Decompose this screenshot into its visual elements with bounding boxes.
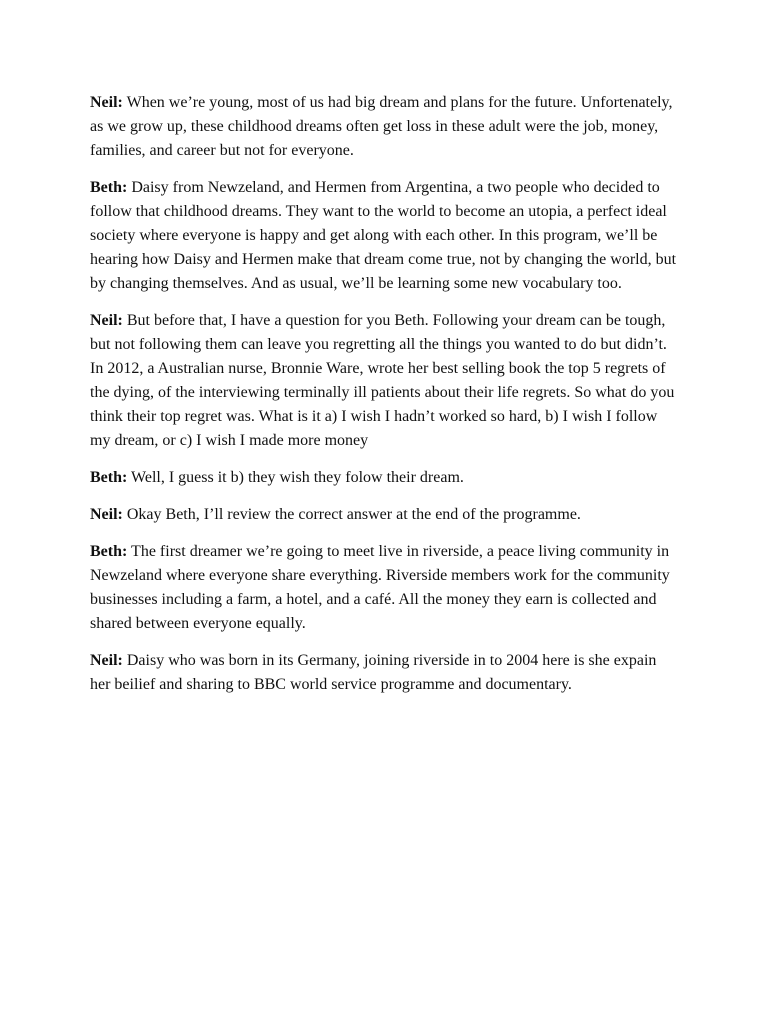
paragraph-text: Daisy from Newzeland, and Hermen from Argentina, a two people who decided to follow that childhood dreams. They want to the world to become an utopia, a perfect ideal society where everyone is happy and get along with each other. In this program, we’ll be hearing how Daisy and Hermen make that dream come true, not by changing the world, but by changing themselves. And as usual, we’ll be learning some new vocabulary too. — [90, 179, 677, 292]
paragraph-text: The first dreamer we’re going to meet live in riverside, a peace living community in Newzeland where everyone share everything. Riverside members work for the community businesses including a farm, a hotel, and a café. All the money they earn is collected and shared between everyone equally. — [90, 543, 670, 632]
transcript-paragraph-2 — [90, 176, 680, 296]
speaker-label: Neil: — [90, 652, 123, 669]
document-page — [90, 91, 680, 710]
paragraph-text: Okay Beth, I’ll review the correct answer at the end of the programme. — [122, 506, 581, 523]
speaker-label: Beth: — [90, 543, 128, 560]
transcript-paragraph-3 — [90, 309, 680, 453]
transcript-paragraph-5 — [90, 503, 680, 527]
speaker-label: Neil: — [90, 94, 123, 111]
transcript-paragraph-4 — [90, 466, 680, 490]
speaker-label: Beth: — [90, 179, 128, 196]
speaker-label: Beth: — [90, 469, 128, 486]
speaker-label: Neil: — [90, 506, 123, 523]
transcript-paragraph-1 — [90, 91, 680, 163]
paragraph-text: Well, I guess it b) they wish they folow their dream. — [127, 469, 464, 486]
speaker-label: Neil: — [90, 312, 123, 329]
transcript-paragraph-6 — [90, 540, 680, 636]
paragraph-text: But before that, I have a question for you Beth. Following your dream can be tough, but not following them can leave you regretting all the things you wanted to do but didn’t. In 2012, a Australian nurse, Bronnie Ware, wrote her best selling book the top 5 regrets of the dying, of the interviewing terminally ill patients about their life regrets. So what do you think their top regret was. What is it a) I wish I hadn’t worked so hard, b) I wish I follow my dream, or c) I wish I made more money — [90, 312, 675, 449]
transcript-paragraph-7 — [90, 649, 680, 697]
paragraph-text: When we’re young, most of us had big dream and plans for the future. Unfortenately, as we grow up, these childhood dreams often get loss in these adult were the job, money, families, and career but not for everyone. — [90, 94, 673, 159]
paragraph-text: Daisy who was born in its Germany, joining riverside in to 2004 here is she expain her beilief and sharing to BBC world service programme and documentary. — [90, 652, 657, 693]
